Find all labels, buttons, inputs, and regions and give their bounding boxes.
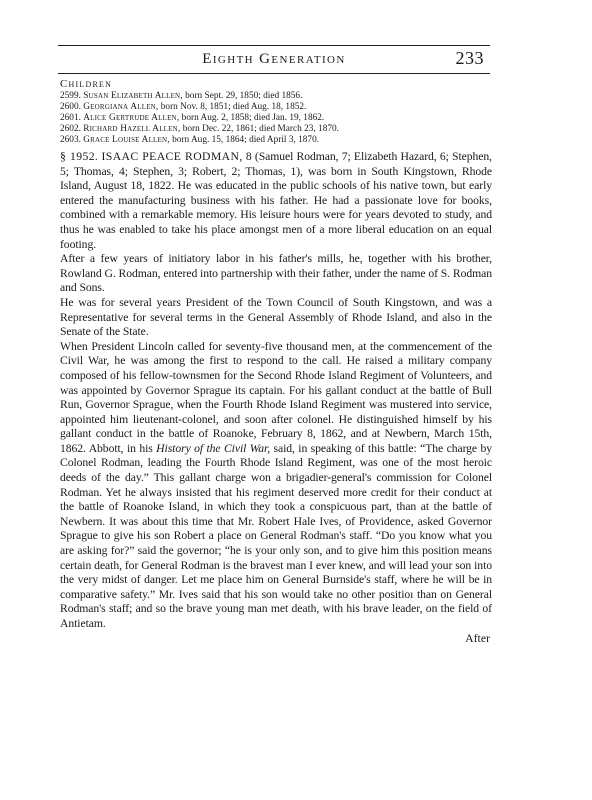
genealogy-entry (60, 150, 492, 632)
child-number: 2600. (60, 102, 81, 112)
running-title: Eighth Generation (202, 51, 346, 67)
entry-paragraph-civil-war (60, 340, 492, 632)
child-number: 2602. (60, 124, 81, 134)
entry-paragraph-politics: He was for several years President of the Town Council of South Kingstown, and was a Representative for several terms in the General Assembly of Rhode Island, and also in the Senate of the State. (60, 295, 492, 339)
entry-intro-text: 8 (Samuel Rodman, 7; Elizabeth Hazard, 6; Stephen, 5; Thomas, 4; Stephen, 3; Robert, 2; Thomas, 1), was born in South Kingstown, Rhode Island, August 18, 1822. He was educated in the public schools of his native town, but early entered the manufacturing business with his father. He had a passionate love for books, combined with a remarkable memory. His leisure hours were for years devoted to study, and thus he was enabled to take his place amongst men of a more liberal education on an equal footing. (60, 150, 492, 251)
child-entry (60, 102, 490, 113)
entry-person-name: ISAAC PEACE RODMAN, (101, 150, 243, 163)
child-number: 2603. (60, 135, 81, 145)
child-details: born Sept. 29, 1850; died 1856. (185, 91, 303, 101)
child-name: Grace Louise Allen, (83, 135, 170, 145)
page-number: 233 (455, 48, 484, 68)
child-name: Alice Gertrude Allen, (83, 113, 180, 123)
child-details: born Aug. 15, 1864; died April 3, 1870. (172, 135, 320, 145)
civil-war-text-part1: When President Lincoln called for seventy-five thousand men, at the commencement of the Civil War, he was among the first to respond to the call. He raised a military company composed of his fellow-townsmen for the Second Rhode Island Regiment of Volunteers, and was appointed by Governor Sprague its captain. For his gallant conduct at the battle of Bull Run, Governor Sprague, when the Fourth Rhode Island Regiment was mustered into service, appointed him lieutenant-colonel, and soon after colonel. He distinguished himself by his gallant conduct in the battle of Roanoke, February 8, 1862, and at Newbern, March 15th, 1862. Abbott, in his (60, 339, 492, 455)
child-name: Georgiana Allen, (83, 102, 159, 112)
civil-war-text-part2: said, in speaking of this battle: “The charge by Colonel Rodman, leading the Fourth Rhode Island Regiment, was one of the most heroic deeds of the day.” This gallant charge won a brigadier-general's commission for Colonel Rodman. Yet he always insisted that his regiment deserved more credit for their conduct at the battle of Roanoke Island, in which they took a conspicuous part, than at the battle of Newbern. It was about this time that Mr. Robert Hale Ives, of Providence, asked Governor Sprague to give his son Robert a place on General Rodman's staff. “Do you know what you are asking for?” said the governor; “he is your only son, and to give him this position means certain death, for General Rodman is the bravest man I ever knew, and will lead your son into the very midst of danger. Let me place him on General Burnside's staff, where he will be in comparative safety.” Mr. Ives said that his son would take no other positioı than on General Rodman's staff; and so the brave young man met death, with his brave leader, on the field of Antietam. (60, 441, 492, 630)
header-bottom-rule (58, 73, 490, 74)
child-details: born Aug. 2, 1858; died Jan. 19, 1862. (181, 113, 325, 123)
child-entry (60, 113, 490, 124)
child-name: Susan Elizabeth Allen, (83, 91, 183, 101)
catchword: After (465, 631, 490, 645)
child-entry (60, 124, 490, 135)
entry-paragraph-intro (60, 150, 492, 252)
book-title: History of the Civil War, (156, 441, 271, 455)
entry-paragraph-partnership: After a few years of initiatory labor in his father's mills, he, together with his brother, Rowland G. Rodman, entered into partnership with their father, under the name of S. Rodman and Sons. (60, 252, 492, 295)
entry-number: § 1952. (60, 150, 99, 163)
child-details: born Dec. 22, 1861; died March 23, 1870. (182, 124, 339, 134)
child-number: 2599. (60, 91, 81, 101)
child-entry (60, 135, 490, 146)
children-list (60, 91, 490, 146)
children-heading: Children (60, 78, 113, 90)
child-number: 2601. (60, 113, 81, 123)
header-top-rule (58, 45, 490, 46)
child-entry (60, 91, 490, 102)
child-name: Richard Hazell Allen, (83, 124, 181, 134)
child-details: born Nov. 8, 1851; died Aug. 18, 1852. (160, 102, 307, 112)
running-header (58, 49, 490, 71)
